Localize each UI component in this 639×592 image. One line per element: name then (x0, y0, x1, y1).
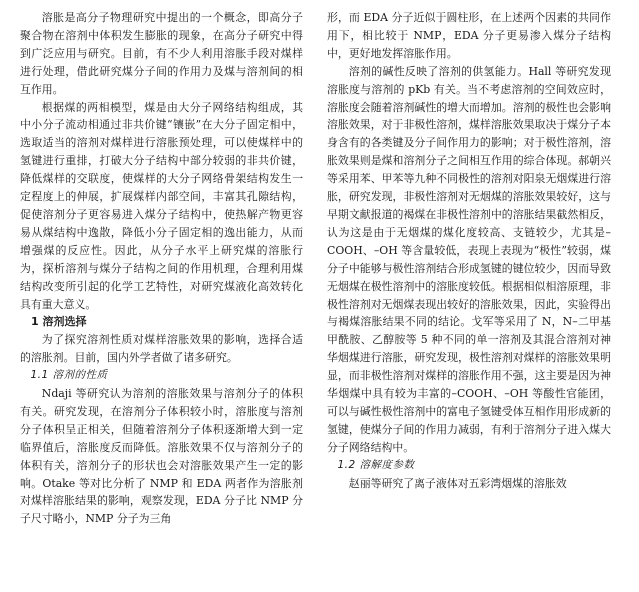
subsection-heading-solvent-properties: 1.1 溶剂的性质 (30, 369, 108, 382)
intro-paragraph-swelling: 溶胀是高分子物理研究中提出的一个概念，即高分子聚合物在溶剂中体积发生膨胀的现象，在高分子研究中得到广泛应用与研究。目前，有不少人利用溶胀手段对煤样进行处理，借此研究煤分子间的作用力及煤与溶剂间的相互作用。 (20, 11, 303, 96)
two-phase-model-paragraph: 根据煤的两相模型，煤是由大分子网络结构组成，其中小分子流动相通过非共价键“镶嵌”在大分子固定相中，选取适当的溶剂对煤样进行溶胀预处理，可以使煤样中的氢键进行重排，打破大分子结构中部分较弱的非共价键，降低煤样的交联度，使煤样的大分子网络骨架结构发生一定程度上的伸展，扩展煤样内部空间，丰富其孔隙结构，促使溶剂分子更容易进入煤分子结构中，使热解产物更容易从煤结构中逸散，降低小分子固定相的逸出能力，从而增强煤的反应性。因此，从分子水平上研究煤的溶胀行为，探析溶剂与煤分子结构之间的作用机理，合理利用煤结构改变所引起的化学工艺特性，对研究煤液化高效转化具有重大意义。 (20, 100, 303, 311)
solvent-selection-paragraph: 为了探究溶剂性质对煤样溶胀效果的影响，选择合适的溶胀剂。目前，国内外学者做了诸多研究。 (20, 333, 303, 365)
right-column (327, 9, 611, 492)
solvent-volume-paragraph: Ndaji 等研究认为溶剂的溶胀效果与溶剂分子的体积有关。研究发现，在溶剂分子体积较小时，溶胀度与溶剂分子体积呈正相关，但随着溶剂分子体积逐渐增大到一定临界值后，溶胀度反而降低。溶胀效果不仅与溶剂分子的体积有关，溶剂分子的形状也会对溶胀效果产生一定的影响。Otake 等对比分析了 NMP 和 EDA 两者作为溶胀剂对煤样溶胀结果的影响，观察发现，EDA 分子比 NMP 分子尺寸略小，NMP 分子为三角 (20, 387, 303, 526)
solvent-shape-paragraph-continued: 形，而 EDA 分子近似于圆柱形，在上述两个因素的共同作用下，相比较于 NMP，EDA 分子更易渗入煤分子结构中，更好地发挥溶胀作用。 (327, 11, 611, 60)
section-heading-solvent-selection: 1 溶剂选择 (31, 315, 87, 329)
solvent-basicity-polarity-paragraph: 溶剂的碱性反映了溶剂的供氢能力。Hall 等研究发现溶胀度与溶剂的 pKb 有关。当不考虑溶剂的空间效应时，溶胀度会随着溶剂碱性的增大而增加。溶剂的极性也会影响溶胀效果，对于非极性溶剂，煤样溶胀效果取决于煤分子本身含有的各类键及分子间作用力的影响；对于极性溶剂，溶胀效果则是煤和溶剂分子之间相互作用的综合体现。郝朝兴等采用苯、甲苯等九种不同极性的溶剂对阳泉无烟煤进行溶胀，研究发现，非极性溶剂对无烟煤的溶胀效果较好，这与早期文献报道的褐煤在非极性溶剂中的溶胀结果截然相反，认为这是由于无烟煤的煤化度较高、支链较少，尤其是–COOH、–OH 等含量较低，表现上表现为“极性”较弱，煤分子中能够与极性溶剂结合形成氢键的键位较少，因而导致无烟煤在极性溶剂中的溶胀度较低。根据相似相溶原理，非极性溶剂对无烟煤表现出较好的溶胀效果，因此，实验得出与褐煤溶胀结果不同的结论。戈军等采用了 N，N–二甲基甲酰胺、乙醇胺等 5 种不同的单一溶剂及其混合溶剂对神华烟煤进行溶胀，研究发现，极性溶剂对煤样的溶胀效果明显，而非极性溶剂对煤样的溶胀作用不强，这主要是因为神华烟煤中具有较为丰富的–COOH、–OH 等酸性官能团，可以与碱性极性溶剂中的富电子氢键受体互相作用形成新的氢键，使煤分子间的作用力减弱，有利于溶剂分子进入煤大分子网络结构中。 (327, 64, 611, 454)
left-column (20, 9, 303, 528)
ionic-liquid-paragraph: 赵丽等研究了离子液体对五彩湾烟煤的溶胀效 (348, 476, 567, 490)
subsection-heading-solubility-parameter: 1.2 溶解度参数 (337, 458, 415, 471)
